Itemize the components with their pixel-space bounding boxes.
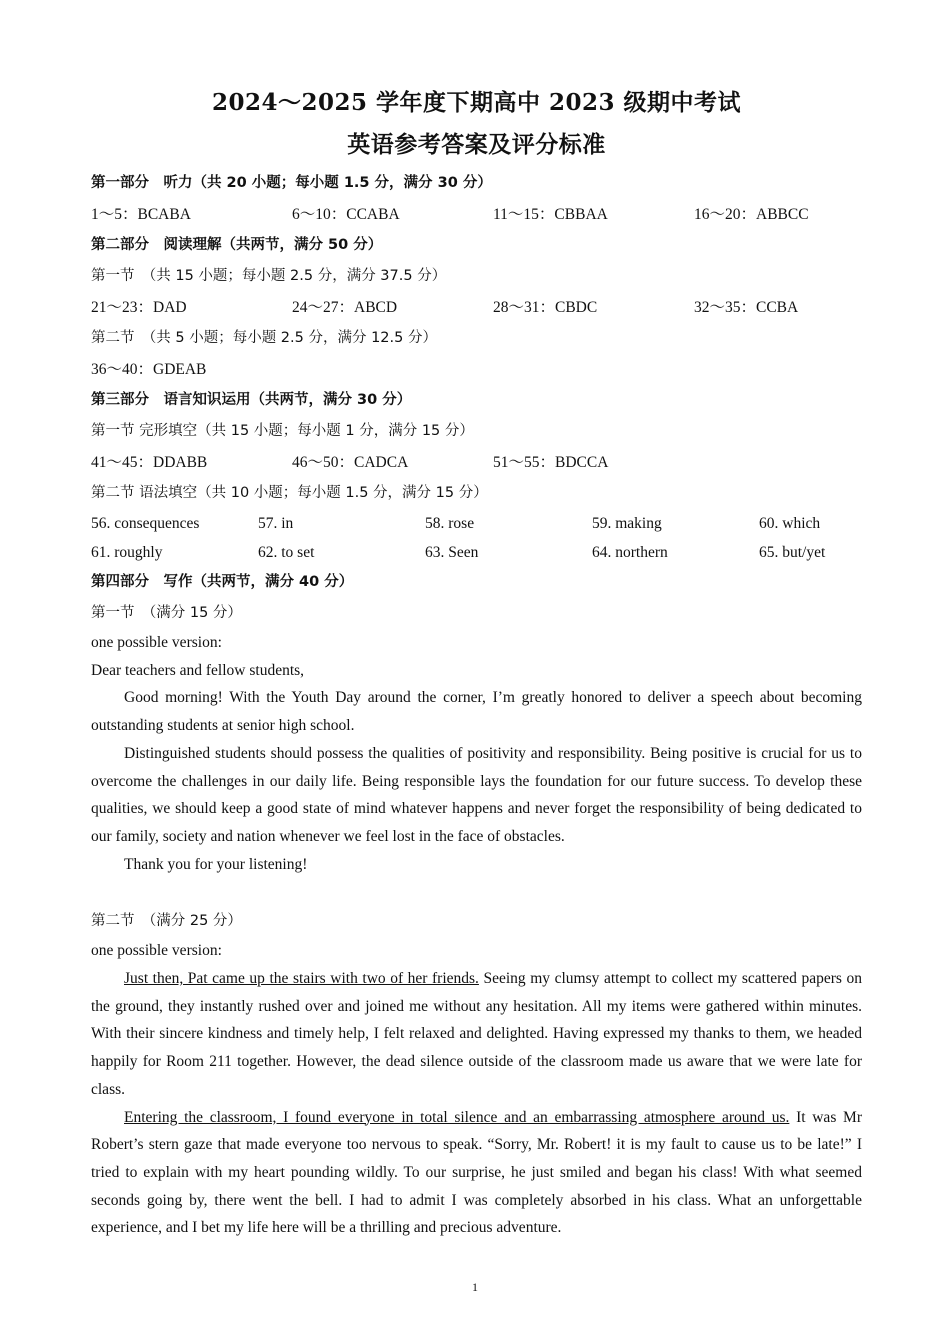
grammar-answers-row2: [91, 538, 862, 567]
version-label: one possible version:: [91, 634, 222, 651]
answer-key-page: [91, 88, 862, 1242]
answer-group: 28～31：CBDC: [493, 299, 598, 316]
part3-heading: 第三部分 语言知识运用（共两节，满分 30 分）: [91, 392, 412, 408]
part2-section2-answers: [91, 354, 862, 385]
part3-section1-heading: 第一节 完形填空（共 15 小题；每小题 1 分，满分 15 分）: [91, 423, 474, 439]
grammar-answers-row1: [91, 509, 862, 538]
answer-group: 1～5：BCABA: [91, 206, 191, 223]
part4-section2-heading: 第二节 （满分 25 分）: [91, 913, 242, 930]
part4-heading: 第四部分 写作（共两节，满分 40 分）: [91, 574, 354, 590]
essay-closing: Thank you for your listening!: [124, 855, 308, 873]
grammar-answer: 64. northern: [592, 544, 668, 561]
grammar-answer: 59. making: [592, 515, 662, 532]
grammar-answer: 62. to set: [258, 544, 315, 561]
essay-paragraph: Good morning! With the Youth Day around the corner, I’m greatly honored to deliver a speech about becoming outstanding students at senior high school.: [91, 689, 862, 735]
part2-section2-heading: 第二节 （共 5 小题；每小题 2.5 分，满分 12.5 分）: [91, 330, 437, 346]
document-title: 2024～2025 学年度下期高中 2023 级期中考试: [211, 89, 742, 116]
grammar-answer: 61. roughly: [91, 544, 163, 561]
part2-heading: 第二部分 阅读理解（共两节，满分 50 分）: [91, 237, 383, 253]
answer-group: 36～40：GDEAB: [91, 361, 207, 378]
given-opening-sentence: Entering the classroom, I found everyone in total silence and an embarrassing atmosphere around us.: [124, 1108, 790, 1126]
grammar-answer: 60. which: [759, 515, 821, 532]
answer-group: 11～15：CBBAA: [493, 206, 608, 223]
part3-section2-heading: 第二节 语法填空（共 10 小题；每小题 1.5 分，满分 15 分）: [91, 485, 488, 501]
answer-group: 41～45：DDABB: [91, 454, 208, 471]
part2-section1-heading: 第一节 （共 15 小题；每小题 2.5 分，满分 37.5 分）: [91, 268, 447, 284]
given-opening-sentence: Just then, Pat came up the stairs with two of her friends.: [124, 970, 479, 988]
answer-group: 21～23：DAD: [91, 299, 187, 316]
grammar-answer: 58. rose: [425, 515, 475, 532]
writing-sample-1: [91, 629, 862, 878]
writing-sample-2: [91, 937, 862, 1242]
grammar-answer: 56. consequences: [91, 515, 200, 532]
essay-paragraph: Distinguished students should possess the qualities of positivity and responsibility. Being positive is crucial for us to overcome the challenges in our daily life. Being responsible lays the foundation for our future success. To develop these qualities, we should keep a good state of mind whatever happens and never forget the responsibility of being dedicated to our family, society and nation whenever we feel lost in the face of obstacles.: [91, 744, 862, 845]
answer-group: 32～35：CCBA: [694, 299, 799, 316]
essay-paragraph: [91, 965, 862, 1104]
answer-group: 51～55：BDCCA: [493, 454, 609, 471]
answer-group: 24～27：ABCD: [292, 299, 398, 316]
document-subtitle: 英语参考答案及评分标准: [347, 131, 606, 158]
essay-text: Seeing my clumsy attempt to collect my scattered papers on the ground, they instantly rushed over and joined me without any hesitation. All my items were gathered within minutes. With their sincere kindness and timely help, I felt relaxed and delighted. Having expressed my thanks to them, we headed happily for Room 211 together. However, the dead silence outside of the classroom made us aware that we were late for class.: [91, 970, 862, 1098]
part1-heading: 第一部分 听力（共 20 小题；每小题 1.5 分，满分 30 分）: [91, 175, 492, 191]
part1-answers: [91, 199, 862, 230]
part4-section1-heading: 第一节 （满分 15 分）: [91, 605, 242, 621]
grammar-answer: 65. but/yet: [759, 544, 826, 561]
grammar-answer: 63. Seen: [425, 544, 479, 561]
version-label: one possible version:: [91, 942, 222, 960]
grammar-answer: 57. in: [258, 515, 294, 532]
salutation: Dear teachers and fellow students,: [91, 661, 305, 679]
essay-paragraph: [91, 1104, 862, 1243]
essay-text: It was Mr Robert’s stern gaze that made everyone too nervous to speak. “Sorry, Mr. Robert! it is my fault to cause us to be late!” I tried to explain with my heart pounding wildly. To our surprise, he just smiled and began his class! With what seemed seconds going by, there went the bell. I had to admit I was completely absorbed in his class. What an unforgettable experience, and I bet my life here will be a thrilling and precious adventure.: [91, 1108, 862, 1237]
answer-group: 16～20：ABBCC: [694, 206, 809, 223]
part2-section1-answers: [91, 292, 862, 323]
answer-group: 46～50：CADCA: [292, 454, 409, 471]
part3-section1-answers: [91, 447, 862, 478]
answer-group: 6～10：CCABA: [292, 206, 400, 223]
page-number: 1: [472, 1280, 478, 1294]
